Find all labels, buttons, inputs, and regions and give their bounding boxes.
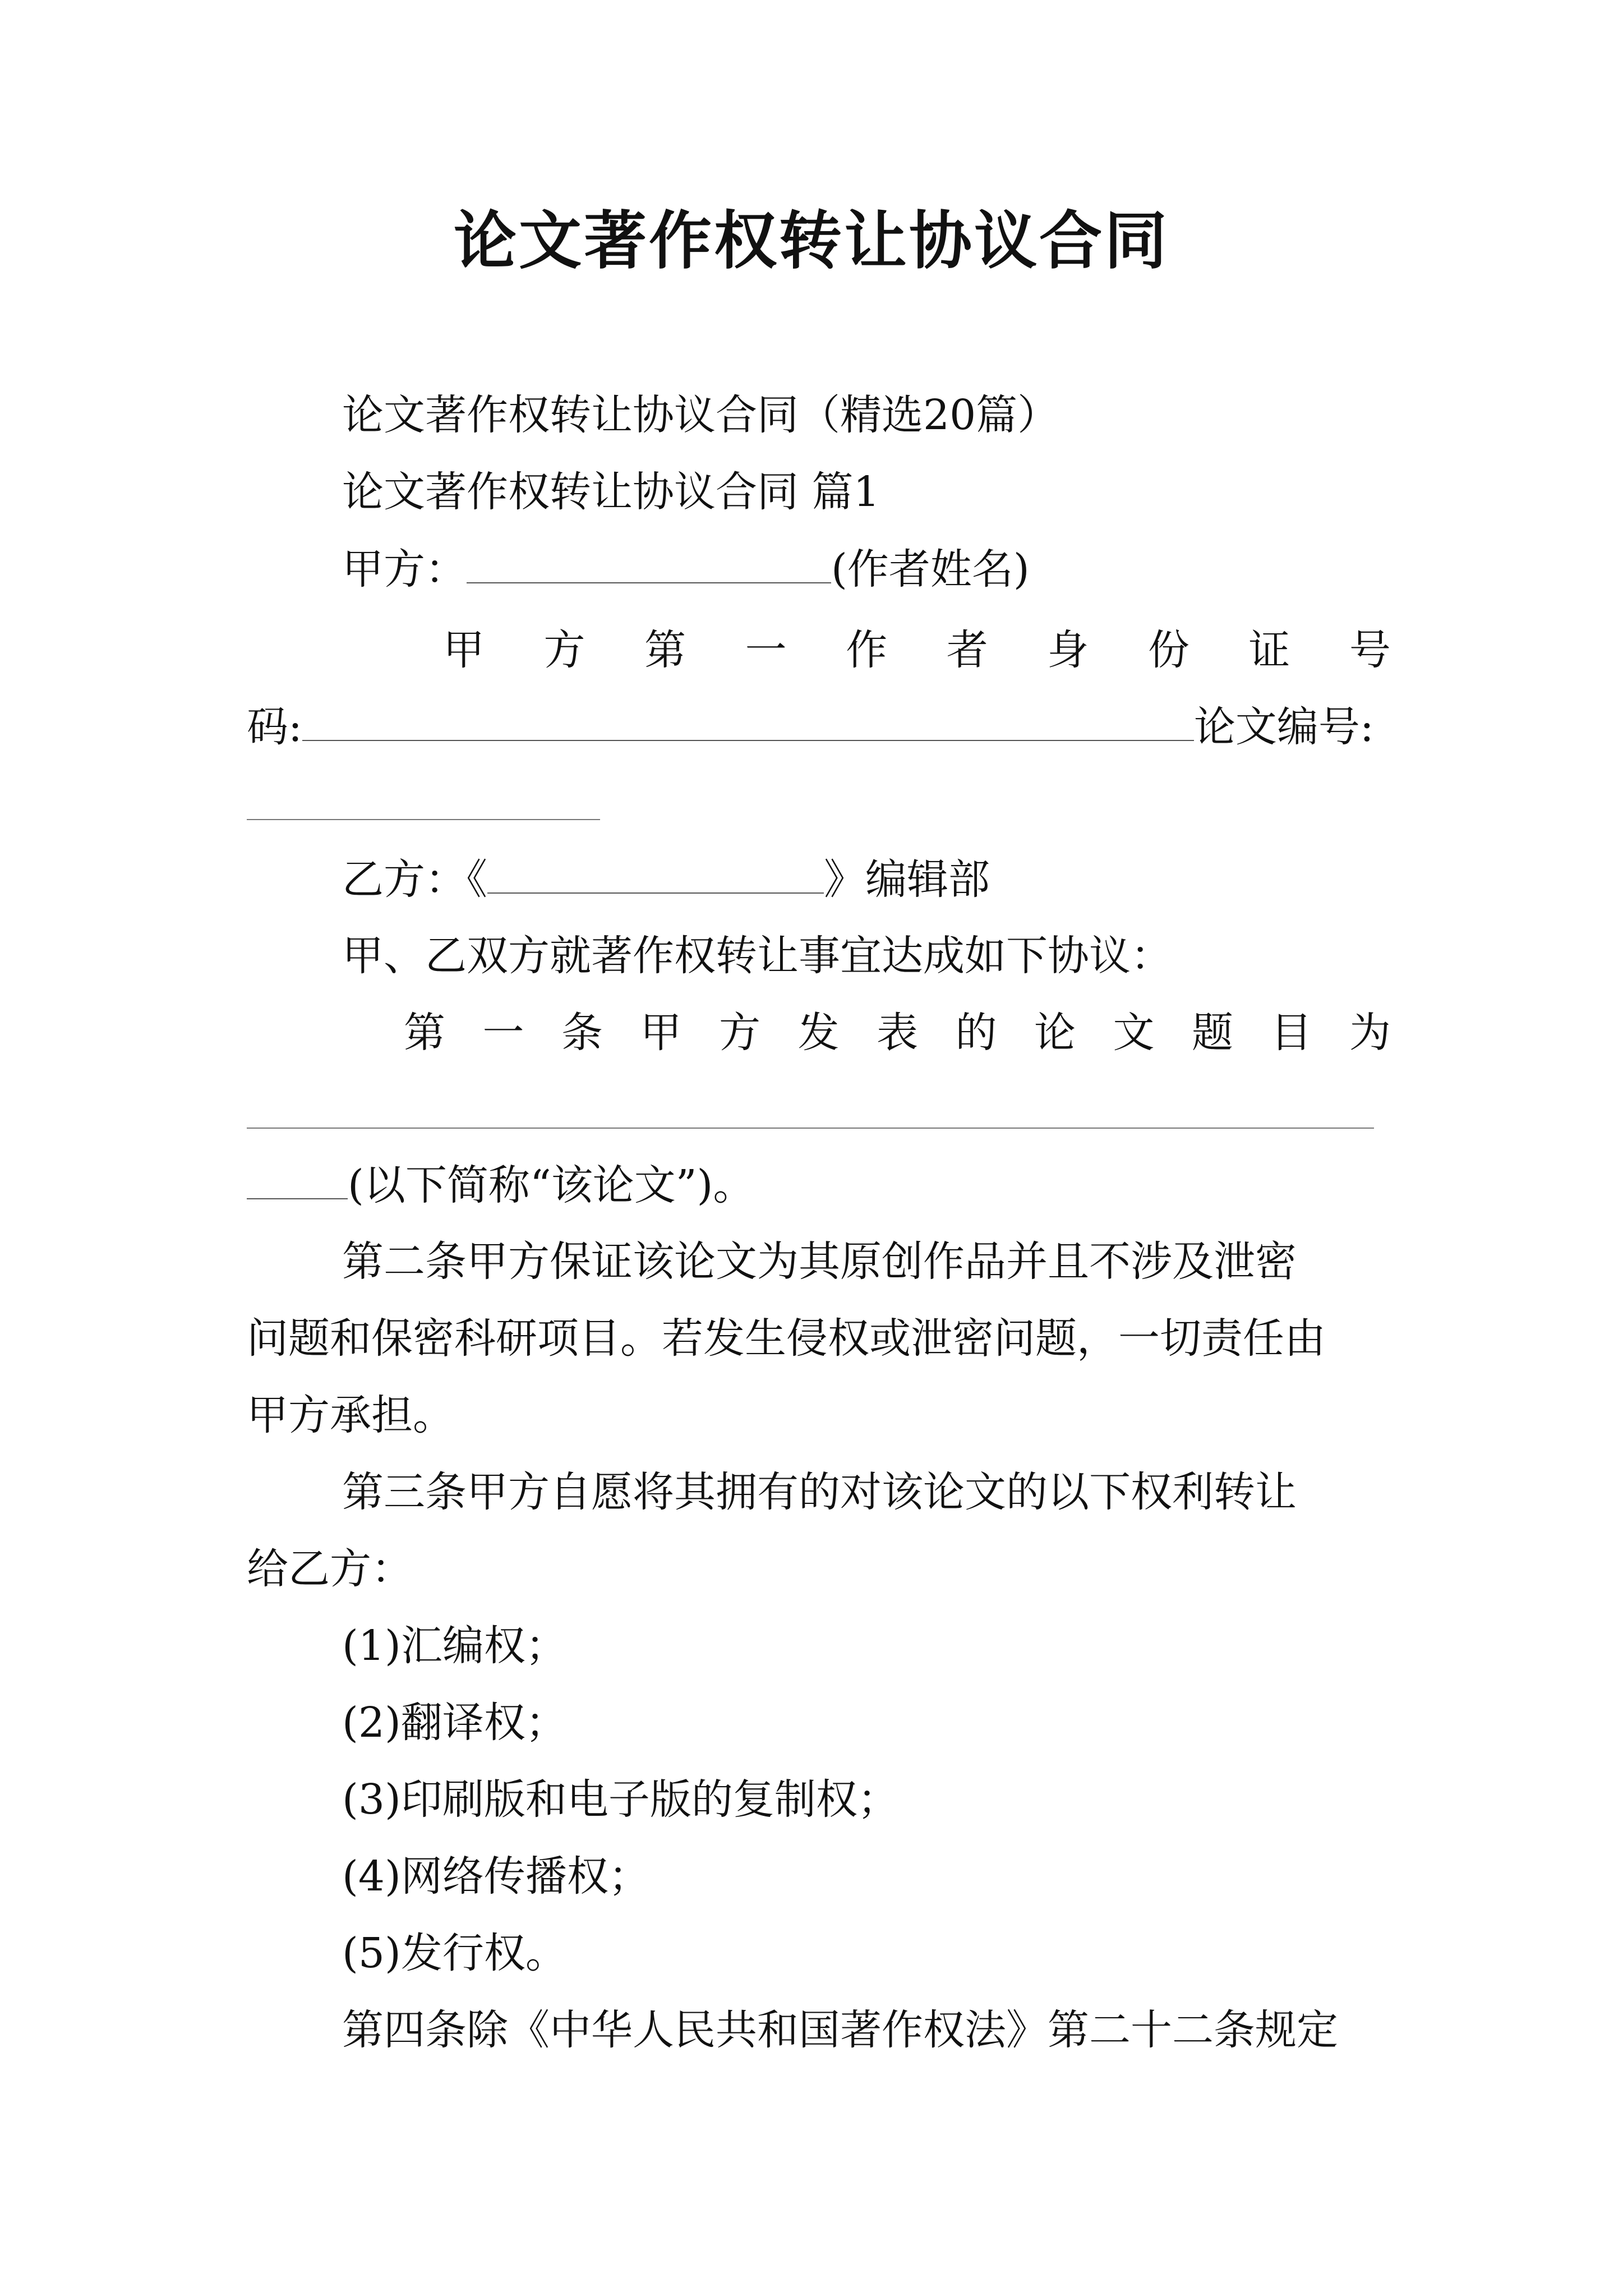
paper-no-blank [247,819,600,820]
right-item: (2)翻译权； [342,1699,567,1747]
art1-char: 目 [1270,1009,1312,1057]
right-item: (1)汇编权； [342,1622,567,1670]
party-a-line [342,541,1391,597]
id-char: 者 [946,626,988,674]
id-char: 方 [543,626,585,674]
right-item: (4)网络传播权； [342,1852,650,1901]
art1-char: 题 [1192,1009,1233,1057]
agreement-intro: 甲、乙双方就著作权转让事宜达成如下协议： [342,932,1172,980]
paper-title-blank-end [247,1157,348,1199]
article-1-line [404,1005,1391,1061]
party-b-line [342,851,1391,908]
paper-title-blank [247,1128,1374,1129]
article-2-line-1: 第二条甲方保证该论文为其原创作品并且不涉及泄密 [342,1237,1297,1286]
right-item: (5)发行权。 [342,1929,567,1977]
art1-char: 为 [1349,1009,1391,1057]
id-number-blank [302,698,1194,741]
id-char: 身 [1047,626,1089,674]
art1-char: 的 [955,1009,997,1057]
article-2-line-2: 问题和保密科研项目。若发生侵权或泄密问题，一切责任由 [247,1314,1326,1363]
author-name-blank [467,541,831,583]
article-3-line-1: 第三条甲方自愿将其拥有的对该论文的以下权利转让 [342,1468,1297,1516]
art1-char: 表 [877,1009,918,1057]
art1-char: 方 [719,1009,760,1057]
id-char: 甲 [443,626,485,674]
art1-char: 第 [404,1009,445,1057]
article-4-line-1: 第四条除《中华人民共和国著作权法》第二十二条规定 [342,2006,1338,2054]
subtitle: 论文著作权转让协议合同（精选20篇） [342,391,1059,439]
article-2-line-3: 甲方承担。 [247,1391,454,1439]
party-b-suffix: 》编辑部 [824,855,990,904]
article-1-tail: (以下简称“该论文”)。 [348,1161,755,1209]
id-char: 第 [644,626,686,674]
art1-char: 发 [797,1009,840,1057]
art1-char: 文 [1113,1009,1155,1057]
right-item: (3)印刷版和电子版的复制权； [342,1775,899,1824]
art1-char: 甲 [640,1009,682,1057]
party-a-suffix: (作者姓名) [831,545,1030,593]
id-number-line [443,622,1391,678]
id-char: 一 [745,626,787,674]
art1-char: 一 [482,1009,524,1057]
art1-char: 论 [1034,1009,1076,1057]
id-char: 号 [1349,626,1391,674]
article-1-tail-line [247,1157,1391,1213]
id-tail-line [247,698,1391,755]
article-3-line-2: 给乙方： [247,1545,413,1593]
id-tail: 码: [247,703,302,751]
journal-name-blank [487,851,824,894]
id-char: 证 [1248,626,1290,674]
document-title: 论文著作权转让协议合同 [454,204,1169,278]
paper-no-label: 论文编号: [1193,703,1374,751]
id-char: 作 [846,626,888,674]
id-char: 份 [1147,626,1189,674]
party-a-label: 甲方： [342,545,467,593]
art1-char: 条 [561,1009,603,1057]
party-b-prefix: 乙方：《 [342,855,487,904]
part-heading: 论文著作权转让协议合同 篇1 [342,468,880,516]
